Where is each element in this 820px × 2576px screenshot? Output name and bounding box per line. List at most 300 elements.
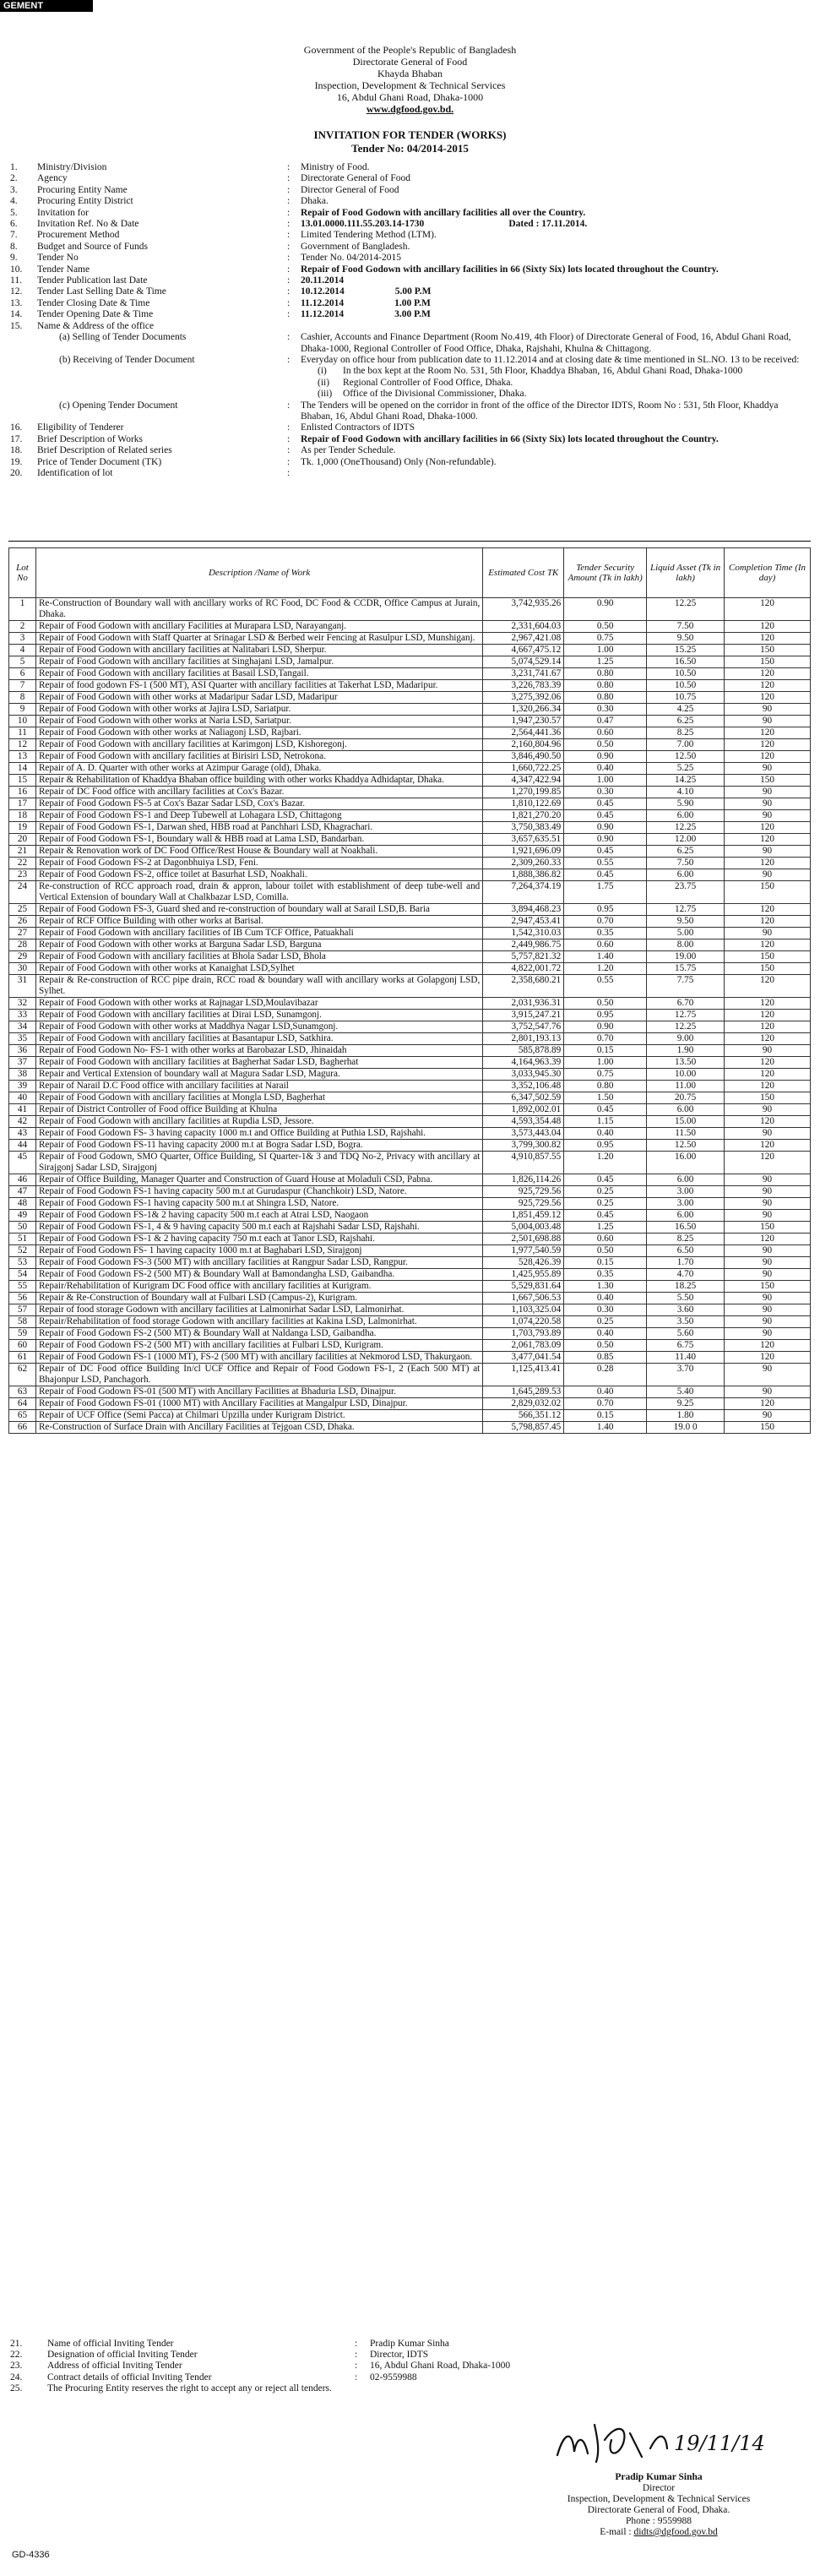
lot-estimated-cost: 2,031,936.31	[483, 998, 564, 1010]
official-label: Name of official Inviting Tender	[47, 2339, 174, 2349]
office-label-text: (c) Opening Tender Document	[59, 400, 178, 411]
document-title: INVITATION FOR TENDER (WORKS)	[313, 128, 507, 141]
lot-number: 40	[9, 1092, 36, 1104]
info-value	[299, 162, 811, 173]
lot-description: Repair of Food Godown with ancillary facilities at Nalitabari LSD, Sherpur.	[35, 645, 482, 656]
lot-tender-security: 0.45	[564, 798, 647, 810]
info-row	[8, 264, 811, 275]
lot-number: 33	[9, 1010, 36, 1021]
lot-number: 9	[9, 704, 36, 716]
lot-liquid-asset: 15.25	[647, 645, 725, 656]
lot-row	[9, 1069, 811, 1081]
lot-estimated-cost: 1,645,289.53	[483, 1386, 564, 1398]
lot-number: 50	[9, 1222, 36, 1234]
office-row	[8, 400, 811, 423]
lot-description: Repair of Food Godown with Staff Quarter at Srinagar LSD & Berbed weir Fencing at Rasulpur LSD, Munshiganj.	[35, 633, 482, 645]
lot-tender-security: 0.15	[564, 1257, 647, 1269]
lot-completion-time: 90	[725, 1316, 811, 1328]
receiving-point-number: (iii)	[318, 389, 333, 400]
lot-description: Repair of Food Godown FS- 1 having capacity 1000 m.t at Baghabari LSD, Sirajgonj	[35, 1245, 482, 1257]
lot-liquid-asset: 19.00	[647, 951, 725, 963]
lot-liquid-asset: 6.25	[647, 716, 725, 727]
lot-description: Repair of Food Godown with ancillary facilities at Basail LSD,Tangail.	[35, 668, 482, 680]
lot-completion-time: 120	[725, 1069, 811, 1081]
info-value	[299, 298, 811, 309]
lot-row	[9, 1081, 811, 1092]
lot-completion-time: 90	[725, 846, 811, 858]
lot-number: 15	[9, 775, 36, 787]
lot-tender-security: 1.00	[564, 645, 647, 656]
lot-estimated-cost: 1,888,386.82	[483, 869, 564, 881]
info-colon: :	[287, 433, 291, 444]
official-info-table	[8, 2339, 811, 2394]
lot-completion-time: 120	[725, 904, 811, 916]
letterhead-lines	[0, 44, 820, 103]
lot-estimated-cost: 3,915,247.21	[483, 1010, 564, 1021]
lot-row	[9, 1057, 811, 1069]
info-value	[299, 445, 811, 456]
lot-number: 28	[9, 939, 36, 951]
lot-description: Repair and Vertical Extension of boundary wall at Magura Sadar LSD, Magura.	[35, 1069, 482, 1081]
lot-estimated-cost: 5,074,529.14	[483, 656, 564, 668]
lot-completion-time: 90	[725, 1210, 811, 1222]
lot-tender-security: 0.45	[564, 869, 647, 881]
lot-liquid-asset: 12.00	[647, 834, 725, 846]
lot-number: 25	[9, 904, 36, 916]
lot-liquid-asset: 10.75	[647, 692, 725, 704]
lot-completion-time: 90	[725, 763, 811, 775]
lot-completion-time: 90	[725, 1269, 811, 1281]
lot-tender-security: 0.30	[564, 787, 647, 798]
lot-tender-security: 0.80	[564, 692, 647, 704]
lot-description: Repair/Rehabilitation of food storage Godown with ancillary facilities at Kakina LSD, Lalmonirhat.	[35, 1316, 482, 1328]
lot-row	[9, 763, 811, 775]
lot-number: 64	[9, 1398, 36, 1410]
info-label: Procuring Entity Name	[37, 184, 128, 195]
lot-estimated-cost: 566,351.12	[483, 1410, 564, 1422]
info-value-text: Repair of Food Godown with ancillary facilities in 66 (Sixty Six) lots located throughout the Country.	[301, 264, 719, 275]
official-row	[8, 2383, 811, 2394]
lot-liquid-asset: 9.50	[647, 633, 725, 645]
info-value-text: Ministry of Food.	[301, 162, 370, 172]
lot-completion-time: 90	[725, 1293, 811, 1304]
lot-estimated-cost: 2,947,453.41	[483, 916, 564, 928]
lot-completion-time: 90	[725, 798, 811, 810]
lot-row	[9, 1210, 811, 1222]
lot-completion-time: 150	[725, 951, 811, 963]
lot-completion-time: 90	[725, 1104, 811, 1116]
document-code: GD-4336	[12, 2550, 50, 2560]
lot-description: Repair of Office Building, Manager Quarter and Construction of Guard House at Moladuli CSD, Pabna.	[35, 1174, 482, 1186]
lot-estimated-cost: 5,529,831.64	[483, 1281, 564, 1293]
info-row	[8, 230, 811, 241]
info-label: Budget and Source of Funds	[37, 241, 148, 252]
lot-liquid-asset: 23.75	[647, 881, 725, 904]
signatory-name: Pradip Kumar Sinha	[615, 2472, 703, 2482]
info-row	[8, 422, 811, 433]
tender-number: Tender No: 04/2014-2015	[351, 142, 469, 155]
lot-liquid-asset: 5.25	[647, 763, 725, 775]
lot-description: Repair of Food Godown FS-3 (500 MT) with ancillary facilities at Rangpur Sadar LSD, Rangpur.	[35, 1257, 482, 1269]
info-value	[299, 468, 811, 479]
lot-number: 51	[9, 1234, 36, 1245]
lot-estimated-cost: 1,826,114.26	[483, 1174, 564, 1186]
official-value: 16, Abdul Ghani Road, Dhaka-1000	[370, 2361, 511, 2372]
info-date: Dated : 17.11.2014.	[508, 219, 588, 230]
info-number: 11.	[10, 275, 22, 286]
official-row	[8, 2361, 811, 2372]
lot-description: Repair of Food Godown, SMO Quarter, Office Building, SI Quarter-1& 3 and TDQ No-2, Privacy with ancillary at Sirajgonj Sadar LSD, Sirajgonj	[35, 1152, 482, 1174]
lot-row	[9, 1422, 811, 1434]
lot-estimated-cost: 3,275,392.06	[483, 692, 564, 704]
lot-row	[9, 1092, 811, 1104]
lot-completion-time: 90	[725, 1304, 811, 1316]
office-value	[299, 332, 811, 355]
lot-tender-security: 0.75	[564, 1069, 647, 1081]
letterhead-line: Khayda Bhaban	[377, 68, 443, 79]
lot-row	[9, 1304, 811, 1316]
tender-info-table	[8, 162, 811, 479]
lot-estimated-cost: 4,667,475.12	[483, 645, 564, 656]
lot-tender-security: 0.45	[564, 1210, 647, 1222]
lot-liquid-asset: 12.25	[647, 598, 725, 621]
lot-estimated-cost: 4,347,422.94	[483, 775, 564, 787]
lot-liquid-asset: 9.25	[647, 1398, 725, 1410]
lot-tender-security: 0.60	[564, 727, 647, 739]
lot-liquid-asset: 12.75	[647, 904, 725, 916]
lot-description: Re-Construction of Surface Drain with Ancillary Facilities at Tejgoan CSD, Dhaka.	[35, 1422, 482, 1434]
official-label: Contract details of official Inviting Tender	[47, 2372, 212, 2383]
lot-liquid-asset: 3.00	[647, 1186, 725, 1198]
lot-tender-security: 0.40	[564, 1128, 647, 1140]
info-number: 4.	[10, 196, 18, 207]
lot-description: Repair/Rehabilitation of Kurigram DC Food office with ancillary facilities at Kurigram.	[35, 1281, 482, 1293]
info-label: Tender Closing Date & Time	[37, 297, 150, 308]
lot-description: Repair of Food Godown FS-2 at Dagonbhuiya LSD, Feni.	[35, 858, 482, 869]
lot-number: 34	[9, 1021, 36, 1033]
office-value	[299, 400, 811, 423]
lot-completion-time: 150	[725, 963, 811, 975]
lot-tender-security: 0.25	[564, 1186, 647, 1198]
info-value	[299, 457, 811, 468]
letterhead-line: Inspection, Development & Technical Services	[314, 79, 506, 91]
office-label	[35, 355, 285, 400]
lot-description: Repair of DC Food office with ancillary facilities at Cox's Bazar.	[35, 787, 482, 798]
lot-estimated-cost: 2,160,804.96	[483, 739, 564, 751]
official-colon: :	[355, 2339, 358, 2349]
lot-number: 13	[9, 751, 36, 763]
receiving-point-number: (ii)	[318, 377, 330, 388]
lot-row	[9, 869, 811, 881]
lot-number: 19	[9, 822, 36, 834]
info-label: Tender No	[37, 253, 79, 264]
receiving-point	[318, 378, 809, 389]
lot-completion-time: 90	[725, 1386, 811, 1398]
info-number: 13.	[10, 297, 23, 308]
lot-tender-security: 0.45	[564, 810, 647, 822]
column-header: Estimated Cost TK	[483, 548, 564, 598]
lot-liquid-asset: 15.75	[647, 963, 725, 975]
lot-description: Repair & Re-construction of RCC pipe drain, RCC road & boundary wall with ancillary works at Golapgonj LSD, Sylhet.	[35, 975, 482, 998]
lot-row	[9, 775, 811, 787]
lot-completion-time: 120	[725, 822, 811, 834]
lot-row	[9, 1386, 811, 1398]
official-row	[8, 2350, 811, 2361]
lot-row	[9, 1045, 811, 1057]
signatory-phone: Phone : 9559988	[626, 2516, 692, 2526]
lot-description: Repair of Food Godown with ancillary facilities at Basantapur LSD, Satkhira.	[35, 1033, 482, 1045]
lot-estimated-cost: 3,750,383.49	[483, 822, 564, 834]
lot-liquid-asset: 5.00	[647, 928, 725, 939]
lot-row	[9, 1128, 811, 1140]
info-colon: :	[287, 173, 291, 184]
lot-description: Repair of Food Godown FS-01 (1000 MT) with Ancillary Facilities at Mangalpur LSD, Dinajpur.	[35, 1398, 482, 1410]
lot-estimated-cost: 2,449,986.75	[483, 939, 564, 951]
lot-completion-time: 120	[725, 621, 811, 633]
section-divider	[8, 541, 811, 542]
lot-tender-security: 1.30	[564, 1281, 647, 1293]
office-label	[35, 400, 285, 423]
lot-row	[9, 621, 811, 633]
info-label: Invitation for	[37, 207, 89, 218]
lot-tender-security: 0.60	[564, 1234, 647, 1245]
column-header: Description /Name of Work	[35, 548, 482, 598]
lot-tender-security: 0.30	[564, 1304, 647, 1316]
lot-completion-time: 120	[725, 1116, 811, 1128]
official-row	[8, 2372, 811, 2383]
info-colon	[285, 321, 299, 332]
lot-number: 11	[9, 727, 36, 739]
lot-liquid-asset: 7.00	[647, 739, 725, 751]
lot-estimated-cost: 1,851,459.12	[483, 1210, 564, 1222]
lot-estimated-cost: 2,829,032.02	[483, 1398, 564, 1410]
lot-row	[9, 975, 811, 998]
info-number: 15.	[10, 320, 23, 331]
info-value	[299, 286, 811, 297]
info-row	[8, 468, 811, 479]
lot-tender-security: 0.90	[564, 598, 647, 621]
letterhead-line: 16, Abdul Ghani Road, Dhaka-1000	[336, 91, 484, 103]
letterhead-line: Directorate General of Food	[352, 56, 468, 68]
lot-completion-time: 150	[725, 881, 811, 904]
info-number: 12.	[10, 286, 23, 297]
lot-liquid-asset: 10.50	[647, 668, 725, 680]
official-number: 25.	[10, 2383, 23, 2394]
lot-row	[9, 751, 811, 763]
lot-number: 12	[9, 739, 36, 751]
info-number: 8.	[10, 241, 18, 252]
lot-number: 47	[9, 1186, 36, 1198]
lot-row	[9, 787, 811, 798]
info-value-text: Enlisted Contractors of IDTS	[301, 422, 415, 433]
lot-number: 7	[9, 680, 36, 692]
lot-liquid-asset: 11.40	[647, 1352, 725, 1364]
signature-date: 19/11/14	[674, 2432, 765, 2455]
lot-description: Repair of Food Godown with other works at Naria LSD, Sariatpur.	[35, 716, 482, 727]
lot-estimated-cost: 3,799,300.82	[483, 1140, 564, 1152]
email-link[interactable]: didts@dgfood.gov.bd	[633, 2527, 718, 2537]
column-header: Completion Time (In day)	[725, 548, 811, 598]
lot-liquid-asset: 19.0 0	[647, 1422, 725, 1434]
lot-description: Repair of Food Godown with other works at Madaripur Sadar LSD, Madaripur	[35, 692, 482, 704]
lot-row	[9, 1281, 811, 1293]
lot-completion-time: 90	[725, 1410, 811, 1422]
lot-liquid-asset: 7.50	[647, 621, 725, 633]
lot-number: 10	[9, 716, 36, 727]
lot-tender-security: 0.90	[564, 751, 647, 763]
lot-completion-time: 120	[725, 668, 811, 680]
info-value-text: Government of Bangladesh.	[301, 241, 410, 252]
letterhead	[0, 44, 820, 115]
lot-tender-security: 0.75	[564, 633, 647, 645]
lot-liquid-asset: 18.25	[647, 1281, 725, 1293]
lot-tender-security: 0.40	[564, 1386, 647, 1398]
lot-liquid-asset: 9.50	[647, 916, 725, 928]
info-label: Ministry/Division	[37, 162, 107, 172]
lot-tender-security: 0.15	[564, 1410, 647, 1422]
lot-description: Repair of Food Godown with ancillary facilities of IB Cum TCF Office, Patuakhali	[35, 928, 482, 939]
lot-tender-security: 1.00	[564, 775, 647, 787]
lot-completion-time: 120	[725, 1010, 811, 1021]
office-label	[35, 332, 285, 355]
lot-estimated-cost: 5,757,821.32	[483, 951, 564, 963]
lot-completion-time: 120	[725, 998, 811, 1010]
lot-number: 44	[9, 1140, 36, 1152]
lot-liquid-asset: 12.75	[647, 1010, 725, 1021]
lot-liquid-asset: 6.00	[647, 869, 725, 881]
lot-row	[9, 1021, 811, 1033]
lot-tender-security: 0.50	[564, 1245, 647, 1257]
info-time: 5.00 P.M	[394, 286, 432, 297]
lot-row	[9, 692, 811, 704]
lots-table	[8, 547, 811, 1434]
lot-estimated-cost: 1,320,266.34	[483, 704, 564, 716]
info-value-text: 11.12.2014	[301, 297, 345, 308]
info-row	[8, 219, 811, 230]
info-number: 7.	[10, 230, 18, 241]
lot-liquid-asset: 8.25	[647, 727, 725, 739]
lot-liquid-asset: 3.70	[647, 1364, 725, 1386]
official-number: 22.	[10, 2350, 23, 2361]
lot-completion-time: 90	[725, 1257, 811, 1269]
lot-liquid-asset: 4.25	[647, 704, 725, 716]
lot-row	[9, 939, 811, 951]
lot-tender-security: 0.90	[564, 1021, 647, 1033]
lot-tender-security: 0.70	[564, 1033, 647, 1045]
lot-number: 55	[9, 1281, 36, 1293]
lot-number: 45	[9, 1152, 36, 1174]
office-value-text: The Tenders will be opened on the corridor in front of the office of the Director IDTS, Room No : 531, 5th Floor, Khaddya Bhaban, 16, Abdul Ghani Road, Dhaka-1000.	[301, 400, 779, 422]
info-value-text: Directorate General of Food	[301, 173, 410, 184]
lot-tender-security: 0.50	[564, 621, 647, 633]
lot-row	[9, 1152, 811, 1174]
info-label: Identification of lot	[37, 467, 113, 478]
info-value	[299, 242, 811, 253]
office-blank	[8, 400, 35, 423]
info-row	[8, 196, 811, 207]
letterhead-line: Government of the People's Republic of Bangladesh	[303, 44, 517, 56]
lot-row	[9, 1293, 811, 1304]
lot-number: 46	[9, 1174, 36, 1186]
lot-description: Repair of Food Godown with ancillary facilities at Bhola Sadar LSD, Bhola	[35, 951, 482, 963]
lot-number: 60	[9, 1340, 36, 1352]
lot-estimated-cost: 5,798,857.45	[483, 1422, 564, 1434]
info-time: 1.00 P.M	[394, 297, 431, 308]
lot-number: 61	[9, 1352, 36, 1364]
lot-tender-security: 0.60	[564, 939, 647, 951]
info-colon: :	[287, 184, 291, 195]
lot-liquid-asset: 12.25	[647, 1021, 725, 1033]
lot-row	[9, 904, 811, 916]
lot-liquid-asset: 16.50	[647, 1222, 725, 1234]
lot-row	[9, 1316, 811, 1328]
lot-description: Repair of Food Godown FS-1 having capacity 500 m.t at Shingra LSD, Natore.	[35, 1198, 482, 1210]
lot-completion-time: 120	[725, 751, 811, 763]
lot-estimated-cost: 3,846,490.50	[483, 751, 564, 763]
lot-description: Re-construction of RCC approach road, drain & appron, labour toilet with establishment of deep tube-well and Vertical Extension of boundary Wall at Chalkbazar LSD, Comilla.	[35, 881, 482, 904]
office-colon: :	[287, 332, 291, 343]
lot-completion-time: 120	[725, 834, 811, 846]
lot-tender-security: 1.25	[564, 1222, 647, 1234]
lot-estimated-cost: 1,921,696.09	[483, 846, 564, 858]
lot-estimated-cost: 4,164,963.39	[483, 1057, 564, 1069]
lot-completion-time: 90	[725, 1198, 811, 1210]
info-colon: :	[287, 309, 291, 320]
lot-completion-time: 90	[725, 810, 811, 822]
lot-liquid-asset: 1.80	[647, 1410, 725, 1422]
lot-completion-time: 150	[725, 645, 811, 656]
info-row	[8, 321, 811, 332]
lot-number: 8	[9, 692, 36, 704]
info-number: 10.	[10, 264, 23, 275]
lot-description: Repair of Food Godown FS-01 (500 MT) with Ancillary Facilities at Bhaduria LSD, Dinajpur.	[35, 1386, 482, 1398]
lot-row	[9, 834, 811, 846]
info-number: 5.	[10, 207, 18, 218]
lot-estimated-cost: 1,667,506.53	[483, 1293, 564, 1304]
lot-description: Repair of Food Godown FS-1 having capacity 500 m.t at Gurudaspur (Chanchkoir) LSD, Natore.	[35, 1186, 482, 1198]
lot-row	[9, 798, 811, 810]
lot-liquid-asset: 5.60	[647, 1328, 725, 1340]
lot-tender-security: 0.30	[564, 704, 647, 716]
lot-number: 52	[9, 1245, 36, 1257]
lot-tender-security: 1.40	[564, 1422, 647, 1434]
lot-description: Repair of Food Godown with other works at Maddhya Nagar LSD,Sunamgonj.	[35, 1021, 482, 1033]
lot-description: Repair of Food Godown with ancillary facilities at Birisiri LSD, Netrokona.	[35, 751, 482, 763]
lot-tender-security: 0.95	[564, 1140, 647, 1152]
column-header: Lot No	[9, 548, 36, 598]
lot-tender-security: 1.40	[564, 951, 647, 963]
lot-description: Repair of Food Godown with ancillary facilities at Singhajani LSD, Jamalpur.	[35, 656, 482, 668]
office-label-text: (b) Receiving of Tender Document	[59, 354, 195, 365]
website-link[interactable]: www.dgfood.gov.bd.	[366, 103, 454, 115]
lot-tender-security: 1.15	[564, 1116, 647, 1128]
lot-completion-time: 120	[725, 692, 811, 704]
info-value-text: Tender No. 04/2014-2015	[301, 253, 401, 264]
official-value: Pradip Kumar Sinha	[370, 2339, 449, 2349]
info-row	[8, 298, 811, 309]
official-label: The Procuring Entity reserves the right to accept any or reject all tenders.	[47, 2383, 332, 2394]
email-label: E-mail :	[600, 2527, 634, 2537]
lot-tender-security: 0.50	[564, 739, 647, 751]
signatory-email	[507, 2527, 811, 2538]
lot-row	[9, 598, 811, 621]
lot-tender-security: 0.70	[564, 1398, 647, 1410]
official-value: Director, IDTS	[370, 2350, 429, 2361]
lot-completion-time: 150	[725, 1422, 811, 1434]
lot-completion-time: 120	[725, 1033, 811, 1045]
lot-tender-security: 0.40	[564, 763, 647, 775]
lot-number: 32	[9, 998, 36, 1010]
